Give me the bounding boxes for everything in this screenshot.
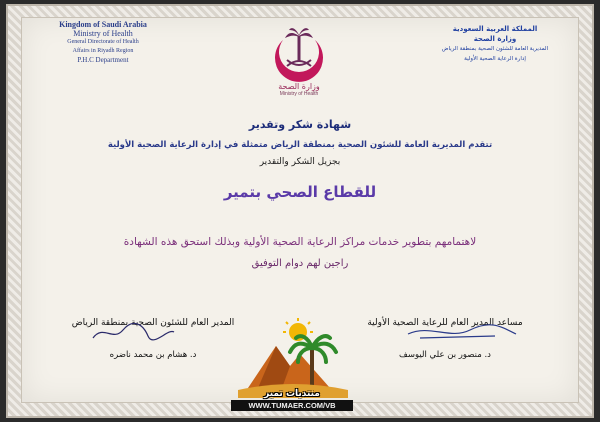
watermark-arabic: منتديات تمير <box>264 389 320 399</box>
signature-left-title: المدير العام للشئون الصحية بمنطقة الرياض <box>71 318 235 328</box>
signature-right-name: د. منصور بن علي اليوسف <box>399 350 491 360</box>
header-ar-line4: إدارة الرعاية الصحية الأولية <box>464 56 526 62</box>
header-ar-line1: المملكة العربية السعودية <box>452 25 538 33</box>
signature-scribble-icon <box>400 320 520 344</box>
logo-english-text: Ministry of Health <box>279 91 319 97</box>
header-arabic <box>420 24 570 64</box>
ministry-of-health-emblem-icon <box>269 22 329 84</box>
signature-scribble-icon <box>88 320 178 344</box>
certificate-intro: تتقدم المديرية العامة للشئون الصحية بمنطقة الرياض متمثلة في إدارة الرعاية الصحية الأولية <box>107 140 493 150</box>
header-ar-line3: المديرية العامة للشئون الصحية بمنطقة الرياض <box>441 46 549 52</box>
certificate-thanks: بجزيل الشكر والتقدير <box>259 157 341 167</box>
header-en-line5: P.H.C Department <box>77 56 129 64</box>
header-en-line3: General Directorate of Health <box>67 39 139 45</box>
header-en-line2: Ministry of Health <box>73 29 133 38</box>
certificate-reason: لاهتمامهم بتطوير خدمات مراكز الرعاية الصحية الأولية وبذلك استحق هذه الشهادة <box>123 236 477 248</box>
header-english <box>28 20 178 65</box>
watermark-url: WWW.TUMAER.COM/VB <box>231 400 353 411</box>
ministry-logo <box>256 22 342 112</box>
logo-arabic-text: وزارة الصحة <box>278 82 320 91</box>
signature-right-title: مساعد المدير العام للرعاية الصحية الأولية <box>367 318 523 328</box>
certificate-wishes: راجين لهم دوام التوفيق <box>251 258 349 269</box>
signature-right <box>320 318 570 360</box>
signature-left-name: د. هشام بن محمد ناضره <box>109 350 197 360</box>
certificate-recipient: للقطاع الصحي بتمير <box>223 183 377 201</box>
certificate-title: شهادة شكر وتقدير <box>248 118 352 131</box>
header-en-line1: Kingdom of Saudi Arabia <box>59 20 147 29</box>
header-en-line4: Affairs in Riyadh Region <box>72 48 134 54</box>
header-ar-line2: وزارة الصحة <box>473 35 517 43</box>
